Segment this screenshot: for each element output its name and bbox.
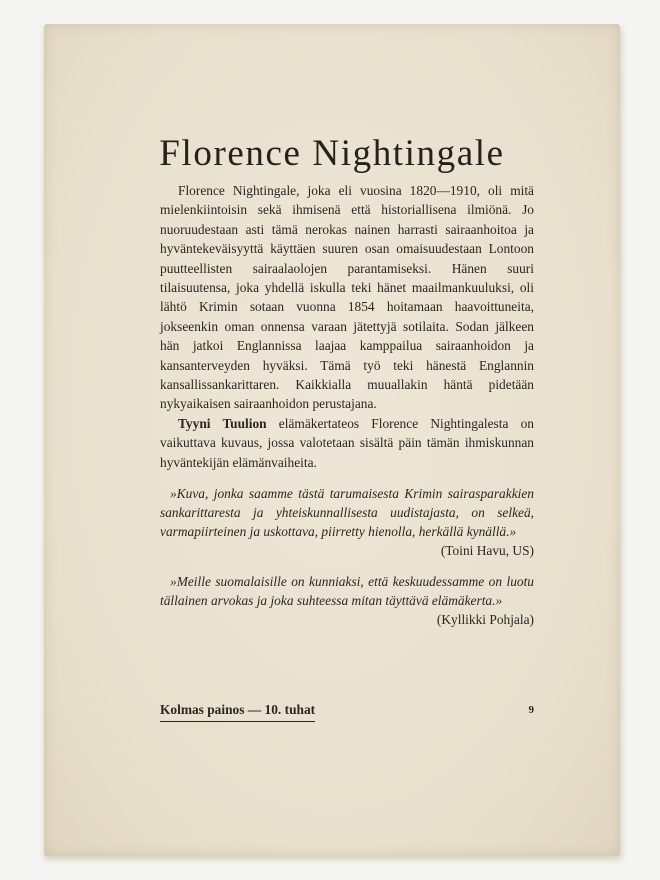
author-paragraph-text: elämäkertateos Florence Nightingalesta on vaikuttava kuvaus, jossa valotetaan sisältä päin tämän ihmiskunnan hyväntekijän elämänvaiheita.	[160, 415, 534, 470]
review-quote-text: »Meille suomalaisille on kunniaksi, että keskuudessamme on luotu tällainen arvokas ja joka suhteessa mitan täyttävä elämäkerta.»	[160, 574, 534, 609]
edition-label: Kolmas painos — 10. tuhat	[160, 702, 315, 722]
author-paragraph	[160, 414, 534, 472]
review-attribution: (Kyllikki Pohjala)	[436, 612, 534, 628]
review-attribution: (Toini Havu, US)	[440, 543, 534, 559]
cover-footer	[160, 702, 534, 722]
main-paragraph: Florence Nightingale, joka eli vuosina 1820—1910, oli mitä mielenkiintoisin sekä ihmisenä että historiallisena ilmiönä. Jo nuoruudestaan asti tämä nerokas nainen harrasti sairaanhoitoa ja hyväntekeväisyyttä käyttäen suuren osan omaisuudestaan Lontoon puutteellisten sairaalaolojen parantamiseksi. Hänen suuri tilaisuutensa, joka yhdellä iskulla teki hänet maailmankuuluksi, oli lähtö Krimin sotaan vuonna 1854 hoitamaan haavoittuneita, jokseenkin oman onnensa varaan jätettyjä sotilaita. Sodan jälkeen hän jatkoi Englannissa laajaa kamppailua sairaanhoidon ja kansanterveyden hyväksi. Tämä työ teki hänestä Englannin kansallissankarittaren. Kaikkialla muuallakin häntä pidetään nykyaikaisen sairaanhoidon perustajana.	[160, 183, 534, 412]
review-quote-2	[160, 572, 534, 629]
review-quote-text: »Kuva, jonka saamme tästä tarumaisesta Krimin sairasparakkien sankarittaresta ja yhteiskunnallisesta uudistajasta, on selkeä, varmapiirteinen ja uskottava, piirretty hienolla, herkällä kynällä.»	[160, 486, 534, 540]
cover-title: Florence Nightingale	[159, 133, 505, 174]
book-back-cover	[44, 24, 620, 856]
print-number: 9	[528, 704, 534, 716]
author-name: Tyyni Tuulion	[178, 415, 267, 431]
blurb-body	[160, 181, 534, 629]
review-quote-1	[160, 484, 534, 560]
